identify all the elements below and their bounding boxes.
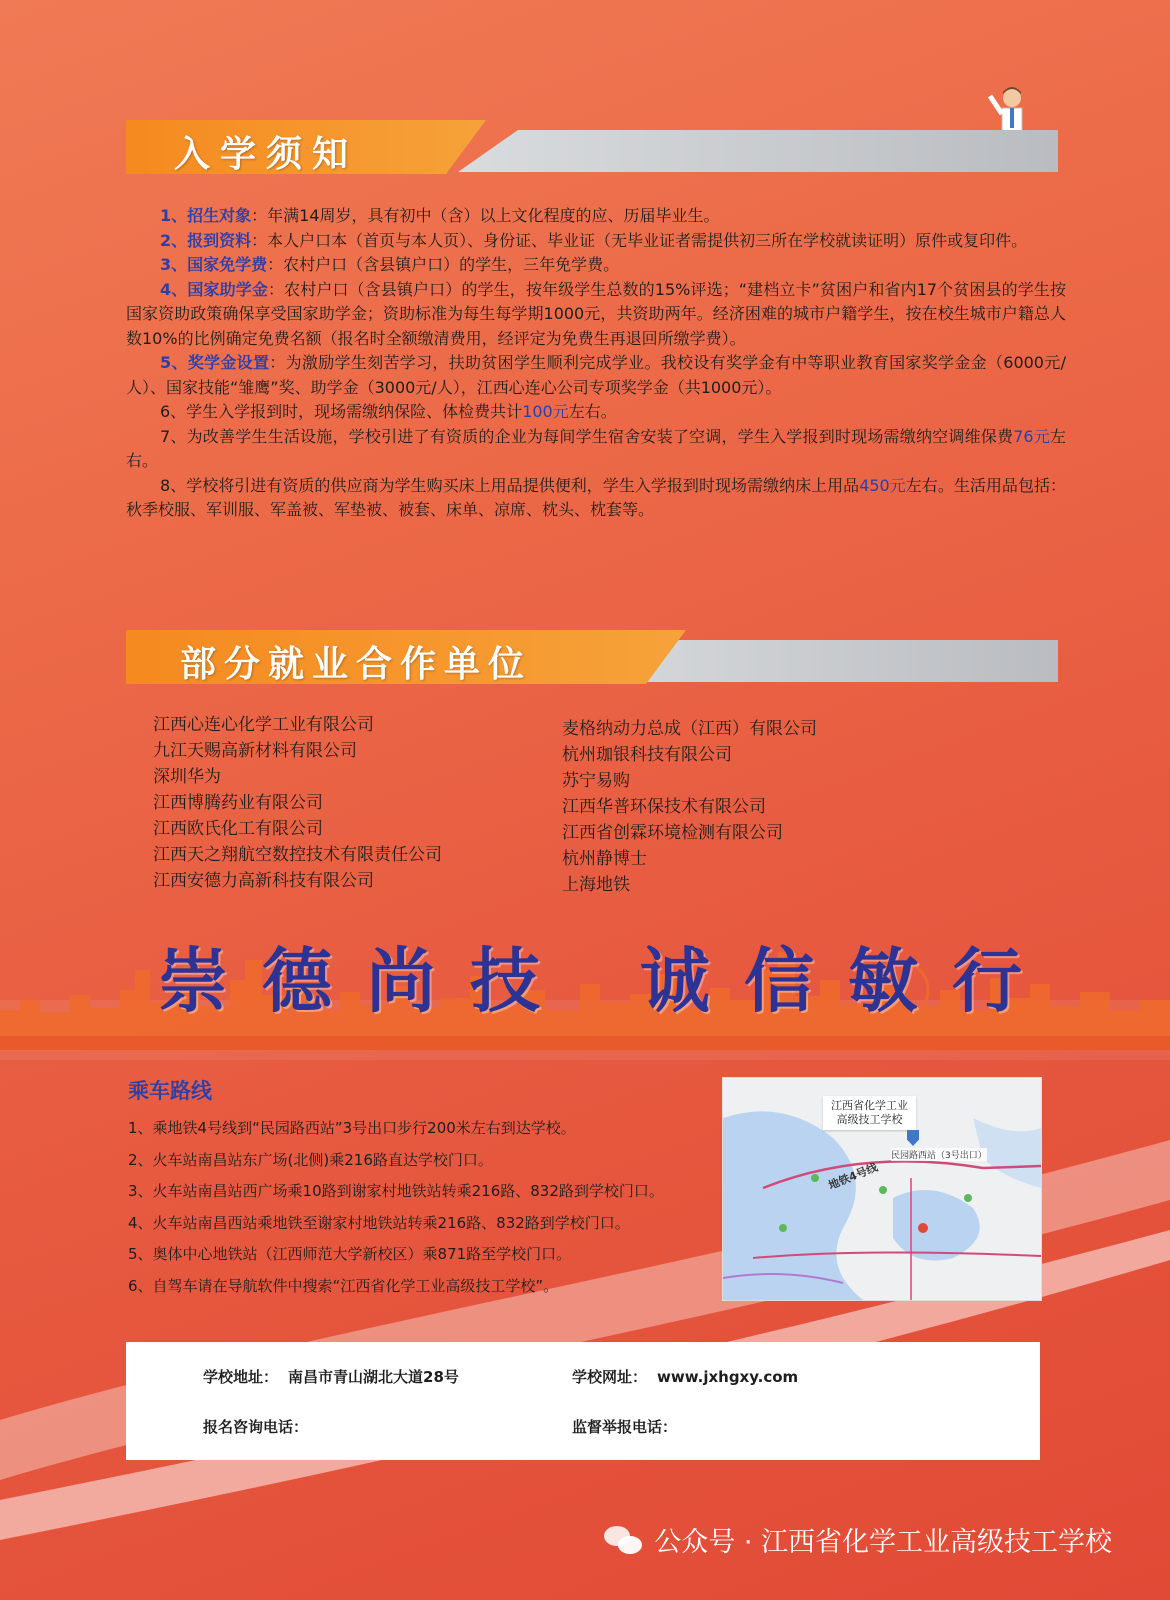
map-school-label (823, 1096, 916, 1130)
notice-item-label: 4、国家助学金 (160, 279, 268, 299)
notice-title: 入学须知 (174, 133, 359, 175)
notice-item-1 (126, 204, 1066, 229)
contact-box (126, 1342, 1040, 1460)
partner-item: 杭州静博士 (562, 849, 647, 869)
route-item: 2、火车站南昌站东广场(北侧)乘216路直达学校门口。 (128, 1150, 493, 1169)
address-value: 南昌市青山湖北大道28号 (288, 1368, 459, 1386)
partner-item: 深圳华为 (153, 767, 221, 787)
notice-item-text: ：农村户口（含县镇户口）的学生，按年级学生总数的15%评选；“建档立卡”贫困户和省内17个贫困县的学生按国家资助政策确保享受国家助学金；资助标准为每生每学期1000元，共资助两年。经济困难的城市户籍学生，按在校生城市户籍总人数10%的比例确定免费名额（报名时全额缴清费用，经评定为免费生再退回所缴学费）。 (126, 279, 1066, 348)
route-item: 6、自驾车请在导航软件中搜索“江西省化学工业高级技工学校”。 (128, 1276, 559, 1295)
map-metro-line-label: 地铁4号线 (826, 1160, 880, 1193)
website-info (572, 1366, 808, 1387)
website-label: 学校网址： (572, 1368, 648, 1386)
map-label-line: 江西省化学工业 (831, 1099, 908, 1112)
notice-item-text: ：农村户口（含县镇户口）的学生，三年免学费。 (267, 255, 620, 274)
notice-item-text: ：年满14周岁，具有初中（含）以上文化程度的应、历届毕业生。 (251, 206, 720, 225)
notice-item-6 (126, 400, 1066, 425)
notice-body (126, 204, 1066, 523)
report-label: 监督举报电话： (572, 1418, 678, 1436)
location-map[interactable] (722, 1077, 1042, 1301)
report-info (572, 1416, 687, 1437)
partner-item: 江西华普环保技术有限公司 (562, 797, 766, 817)
partners-left-list (153, 712, 442, 894)
partner-item: 江西博腾药业有限公司 (153, 793, 323, 813)
notice-item-text: 8、学校将引进有资质的供应商为学生购买床上用品提供便利，学生入学报到时现场需缴纳床上用品 (160, 475, 860, 495)
notice-item-4 (126, 278, 1066, 352)
route-item: 1、乘地铁4号线到“民园路西站”3号出口步行200米左右到达学校。 (128, 1119, 576, 1137)
notice-item-text: 左右。 (126, 426, 1066, 470)
partner-item: 江西欧氏化工有限公司 (153, 819, 323, 839)
route-title: 乘车路线 (128, 1078, 212, 1103)
notice-item-text: 左右。 (568, 402, 617, 421)
notice-item-label: 5、奖学金设置 (160, 353, 270, 372)
partner-item: 九江天赐高新材料有限公司 (153, 741, 357, 761)
route-item: 4、火车站南昌西站乘地铁至谢家村地铁站转乘216路、832路到学校门口。 (128, 1213, 630, 1232)
partner-item: 杭州珈银科技有限公司 (562, 745, 732, 765)
notice-item-label: 3、国家免学费 (160, 255, 268, 274)
notice-item-7 (126, 425, 1066, 474)
address-label: 学校地址： (203, 1368, 279, 1386)
phone-label: 报名咨询电话： (203, 1418, 309, 1436)
notice-item-text: 7、为改善学生生活设施，学校引进了有资质的企业为每间学生宿舍安装了空调，学生入学报到时现场需缴纳空调维保费 (160, 426, 1014, 446)
notice-item-label: 2、报到资料 (160, 230, 252, 250)
partner-item: 麦格纳动力总成（江西）有限公司 (562, 719, 817, 739)
partners-banner (126, 630, 1058, 684)
notice-item-label: 1、招生对象 (160, 206, 252, 225)
partner-item: 江西天之翔航空数控技术有限责任公司 (153, 845, 442, 865)
notice-item-text: 左右。生活用品包括：秋季校服、军训服、军盖被、军垫被、被套、床单、凉席、枕头、枕套等。 (126, 475, 1066, 519)
footer-watermark (604, 1520, 1112, 1559)
partners-title: 部分就业合作单位 (180, 643, 533, 685)
partner-item: 江西心连心化学工业有限公司 (153, 715, 374, 735)
website-value[interactable]: www.jxhgxy.com (657, 1368, 799, 1386)
partner-item: 江西省创霖环境检测有限公司 (562, 823, 783, 843)
phone-info (203, 1416, 318, 1437)
route-item: 3、火车站南昌站西广场乘10路到谢家村地铁站转乘216路、832路到学校门口。 (128, 1182, 664, 1200)
map-label-line: 高级技工学校 (836, 1113, 903, 1126)
map-station-label: 民园路西站（3号出口） (891, 1148, 987, 1161)
notice-item-2 (126, 229, 1066, 254)
notice-item-3 (126, 253, 1066, 278)
notice-item-text: ：本人户口本（首页与本人页）、身份证、毕业证（无毕业证者需提供初三所在学校就读证明）原件或复印件。 (251, 230, 1028, 250)
address-info (203, 1366, 469, 1387)
route-list (128, 1113, 664, 1302)
fee-amount: 100元 (522, 402, 569, 421)
notice-item-text: ：为激励学生刻苦学习，扶助贫困学生顺利完成学业。我校设有奖学金有中等职业教育国家奖学金金（6000元/人）、国家技能“雏鹰”奖、助学金（3000元/人），江西心连心公司专项奖学金（共1000元）。 (126, 353, 1066, 397)
notice-item-text: 6、学生入学报到时，现场需缴纳保险、体检费共计 (160, 402, 523, 421)
partner-item: 苏宁易购 (562, 771, 630, 791)
wechat-icon (604, 1524, 644, 1556)
partners-right-list (562, 716, 817, 898)
slogan-left: 崇德尚技 (158, 939, 574, 1022)
fee-amount: 450元 (859, 475, 906, 495)
notice-item-8 (126, 474, 1066, 523)
footer-text: 公众号 · 江西省化学工业高级技工学校 (654, 1527, 1112, 1558)
partner-item: 上海地铁 (562, 875, 630, 895)
route-item: 5、奥体中心地铁站（江西师范大学新校区）乘871路至学校门口。 (128, 1245, 572, 1263)
fee-amount: 76元 (1013, 426, 1050, 446)
partner-item: 江西安德力高新科技有限公司 (153, 871, 374, 891)
slogan-right: 诚信敏行 (640, 939, 1056, 1022)
notice-item-5 (126, 351, 1066, 400)
notice-banner (126, 120, 1058, 174)
